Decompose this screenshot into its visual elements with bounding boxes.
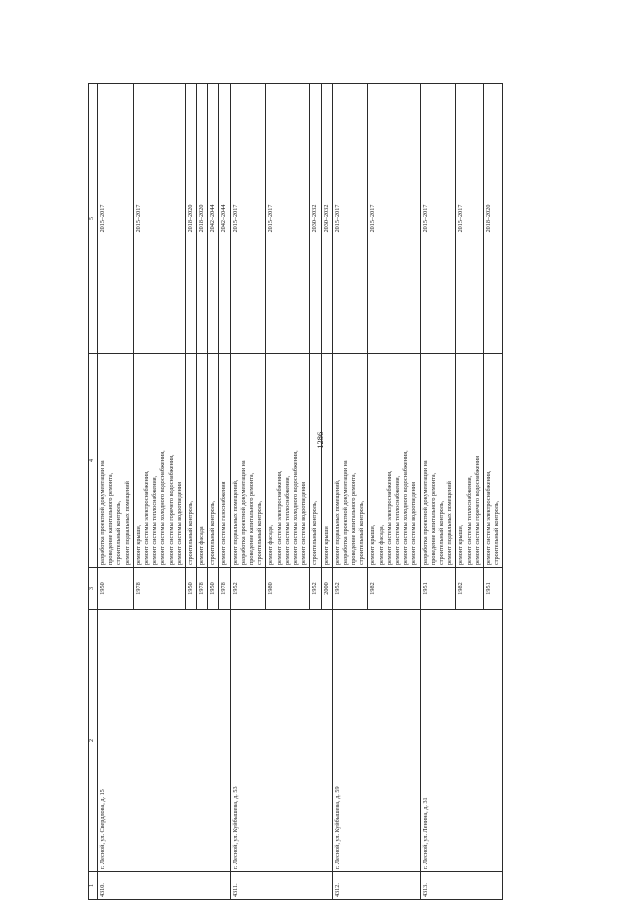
period-cell: 2030–2032 xyxy=(321,84,332,354)
works-cell xyxy=(185,354,196,568)
work-item: проведение капитального ремонта, xyxy=(350,472,358,565)
works-cell xyxy=(219,354,230,568)
work-item: строительный контроль, xyxy=(358,500,366,565)
work-item: ремонт системы холодного водоснабжения, xyxy=(159,450,167,565)
work-item: строительный контроль, xyxy=(493,500,501,565)
work-item: ремонт системы электроснабжения, xyxy=(275,470,283,565)
period-cell: 2018–2020 xyxy=(197,84,208,354)
works-cell xyxy=(98,354,134,568)
object-number: 4310. xyxy=(98,872,231,900)
register-table-rotated xyxy=(88,84,598,900)
works-cell xyxy=(133,354,185,568)
object-number: 4312. xyxy=(332,872,420,900)
period-cell: 2018–2020 xyxy=(185,84,196,354)
work-item: ремонт системы газоснабжения xyxy=(220,481,228,565)
column-number: 5 xyxy=(89,84,98,354)
period-cell: 2015–2017 xyxy=(98,84,134,354)
work-item: ремонт системы теплоснабжения, xyxy=(283,475,291,565)
work-item: ремонт системы водоотведения xyxy=(410,482,418,565)
work-item: ремонт крыши, xyxy=(134,524,142,565)
work-item: строительный контроль, xyxy=(186,500,194,565)
register-table xyxy=(88,83,503,900)
works-cell xyxy=(368,354,420,568)
year-cell: 1951 xyxy=(420,568,456,610)
works-cell xyxy=(420,354,456,568)
period-cell: 2042–2044 xyxy=(208,84,219,354)
work-item: ремонт системы водоотведения xyxy=(300,482,308,565)
work-item: разработка проектной документации на xyxy=(99,460,106,565)
work-item: строительный контроль, xyxy=(115,500,123,565)
year-cell: 1950 xyxy=(185,568,196,610)
work-item: ремонт системы теплоснабжения, xyxy=(394,475,401,565)
year-cell: 1980 xyxy=(266,568,310,610)
year-cell: 1978 xyxy=(133,568,185,610)
page-number: 1286 xyxy=(314,431,325,449)
work-item: строительный контроль, xyxy=(437,500,445,565)
year-cell: 1950 xyxy=(208,568,219,610)
building-address: г. Лесной, ул. Куйбышева, д. 59 xyxy=(332,610,420,872)
work-item: ремонт фасада, xyxy=(377,524,385,565)
works-cell xyxy=(321,354,332,568)
column-number: 4 xyxy=(89,354,98,568)
works-cell xyxy=(456,354,484,568)
work-item: ремонт подвальных помещений, xyxy=(333,479,341,565)
work-item: проведение капитального ремонта, xyxy=(107,472,115,565)
work-item: ремонт подвальных помещений xyxy=(446,481,454,565)
work-item: ремонт фасада xyxy=(198,526,206,565)
work-item: ремонт системы теплоснабжения, xyxy=(465,475,473,565)
work-item: ремонт крыши, xyxy=(369,524,377,565)
work-item: ремонт подвальных помещений xyxy=(123,481,131,565)
works-cell xyxy=(197,354,208,568)
period-cell: 2015–2017 xyxy=(420,84,456,354)
works-cell xyxy=(332,354,368,568)
work-item: проведение капитального ремонта, xyxy=(429,472,437,565)
work-item: строительный контроль, xyxy=(209,500,217,565)
column-number: 3 xyxy=(89,568,98,610)
year-cell: 1950 xyxy=(98,568,134,610)
work-item: ремонт системы электроснабжения, xyxy=(142,470,150,565)
work-item: строительный контроль, xyxy=(311,500,319,565)
object-number: 4311. xyxy=(230,872,332,900)
table-row xyxy=(420,84,456,900)
work-item: ремонт системы электроснабжения, xyxy=(385,470,393,565)
period-cell: 2015–2017 xyxy=(456,84,484,354)
works-cell xyxy=(230,354,266,568)
building-address: г. Лесной, ул. Свердлова, д. 15 xyxy=(98,610,231,872)
object-number: 4313. xyxy=(420,872,503,900)
works-cell xyxy=(208,354,219,568)
work-item: ремонт системы водоотведения xyxy=(175,482,183,565)
work-item: разработка проектной документации на xyxy=(421,460,429,565)
work-item: разработка проектной документации на xyxy=(239,460,247,565)
building-address: г. Лесной, ул. Куйбышева, д. 53 xyxy=(230,610,332,872)
work-item: ремонт системы теплоснабжения, xyxy=(151,475,159,565)
works-cell xyxy=(310,354,321,568)
year-cell: 1952 xyxy=(332,568,368,610)
work-item: ремонт крыши, xyxy=(457,524,465,565)
year-cell: 1978 xyxy=(219,568,230,610)
work-item: ремонт фасада, xyxy=(267,524,275,565)
work-item: ремонт системы холодного водоснабжения, xyxy=(291,450,299,565)
period-cell: 2030–2032 xyxy=(310,84,321,354)
period-cell: 2015–2017 xyxy=(368,84,420,354)
year-cell: 1982 xyxy=(368,568,420,610)
building-address: г. Лесной, ул. Ленина, д. 31 xyxy=(420,610,503,872)
work-item: разработка проектной документации на xyxy=(341,460,349,565)
year-cell: 1952 xyxy=(310,568,321,610)
period-cell: 2018–2020 xyxy=(483,84,502,354)
column-number: 1 xyxy=(89,872,98,900)
work-item: ремонт подвальных помещений, xyxy=(231,479,239,565)
period-cell: 2015–2017 xyxy=(332,84,368,354)
table-row xyxy=(332,84,368,900)
year-cell: 1952 xyxy=(230,568,266,610)
period-cell: 2015–2017 xyxy=(230,84,266,354)
year-cell: 1978 xyxy=(197,568,208,610)
register-body xyxy=(98,84,503,900)
works-cell xyxy=(483,354,502,568)
year-cell: 2000 xyxy=(321,568,332,610)
work-item: строительный контроль, xyxy=(256,500,264,565)
work-item: ремонт системы горячего водоснабжения, xyxy=(167,454,175,565)
year-cell: 1982 xyxy=(456,568,484,610)
year-cell: 1951 xyxy=(483,568,502,610)
column-number: 2 xyxy=(89,610,98,872)
works-cell xyxy=(266,354,310,568)
work-item: ремонт крыши xyxy=(322,526,330,565)
table-row xyxy=(98,84,134,900)
work-item: ремонт системы холодного водоснабжения, xyxy=(402,450,410,565)
table-row xyxy=(230,84,266,900)
work-item: проведение капитального ремонта, xyxy=(248,472,255,565)
work-item: ремонт системы горячего водоснабжения xyxy=(473,456,481,565)
period-cell: 2042–2044 xyxy=(219,84,230,354)
period-cell: 2015–2017 xyxy=(133,84,185,354)
work-item: ремонт системы электроснабжения, xyxy=(484,470,492,565)
column-number-row xyxy=(89,84,98,900)
period-cell: 2015–2017 xyxy=(266,84,310,354)
